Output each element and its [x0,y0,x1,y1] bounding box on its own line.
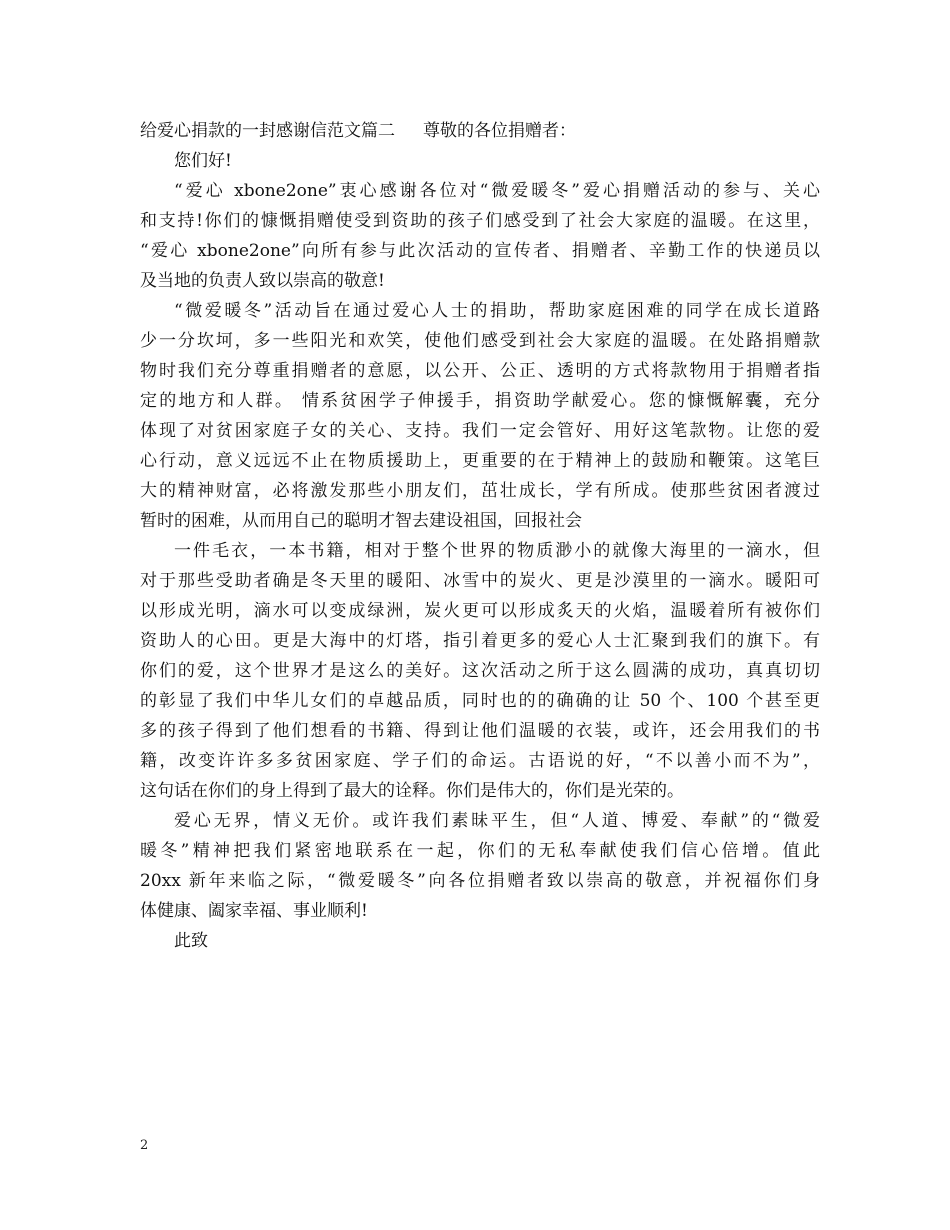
paragraph-line: 和支持!你们的慷慨捐赠使受到资助的孩子们感受到了社会大家庭的温暖。在这里， [140,211,820,231]
paragraph-line: 一件毛衣，一本书籍，相对于整个世界的物质渺小的就像大海里的一滴水，但 [174,541,820,561]
paragraph-line: 多的孩子得到了他们想看的书籍、得到让他们温暖的衣装，或许，还会用我们的书 [140,721,820,741]
paragraph-1 [140,176,820,296]
paragraph-line: “爱心 xbone2one”向所有参与此次活动的宣传者、捐赠者、辛勤工作的快递员以 [140,241,820,261]
paragraph-line: 体现了对贫困家庭子女的关心、支持。我们一定会管好、用好这笔款物。让您的爱 [140,421,820,441]
paragraph-line: 资助人的心田。更是大海中的灯塔，指引着更多的爱心人士汇聚到我们的旗下。有 [140,631,820,651]
paragraph-line: 这句话在你们的身上得到了最大的诠释。你们是伟大的，你们是光荣的。 [140,781,684,801]
paragraph-line: 及当地的负责人致以崇高的敬意! [140,271,385,291]
paragraph-line: 大的精神财富，必将激发那些小朋友们，茁壮成长，学有所成。使那些贫困者渡过 [140,481,820,501]
heading-line [140,116,820,146]
greeting: 您们好! [174,151,232,171]
salutation: 尊敬的各位捐赠者： [423,121,576,141]
paragraph-line: 心行动，意义远远不止在物质援助上，更重要的在于精神上的鼓励和鞭策。这笔巨 [140,451,820,471]
paragraph-line: “微爱暖冬”活动旨在通过爱心人士的捐助，帮助家庭困难的同学在成长道路 [174,301,820,321]
letter-body [140,116,820,956]
paragraph-line: 体健康、阖家幸福、事业顺利! [140,901,368,921]
paragraph-line: 你们的爱，这个世界才是这么的美好。这次活动之所于这么圆满的成功，真真切切 [140,661,820,681]
letter-heading: 给爱心捐款的一封感谢信范文篇二 [140,121,395,141]
paragraph-line: 爱心无界，情义无价。或许我们素昧平生，但“人道、博爱、奉献”的“微爱 [174,811,820,831]
page-number: 2 [140,1138,149,1153]
paragraph-line: 定的地方和人群。 情系贫困学子伸援手，捐资助学献爱心。您的慷慨解囊，充分 [140,391,820,411]
paragraph-line: 暖冬”精神把我们紧密地联系在一起，你们的无私奉献使我们信心倍增。值此 [140,841,820,861]
paragraph-line: 以形成光明，滴水可以变成绿洲，炭火更可以形成炙天的火焰，温暖着所有被你们 [140,601,820,621]
paragraph-3 [140,536,820,806]
paragraph-line: 20xx 新年来临之际，“微爱暖冬”向各位捐赠者致以崇高的敬意，并祝福你们身 [140,871,820,891]
paragraph-line: “爱心 xbone2one”衷心感谢各位对“微爱暖冬”爱心捐赠活动的参与、关心 [174,181,820,201]
paragraph-4 [140,806,820,926]
paragraph-line: 对于那些受助者确是冬天里的暖阳、冰雪中的炭火、更是沙漠里的一滴水。暖阳可 [140,571,820,591]
closing: 此致 [174,931,208,951]
paragraph-line: 的彰显了我们中华儿女们的卓越品质，同时也的的确确的让 50 个、100 个甚至更 [140,691,820,711]
paragraph-line: 籍，改变许许多多贫困家庭、学子们的命运。古语说的好，“不以善小而不为”， [140,751,820,771]
paragraph-line: 暂时的困难，从而用自己的聪明才智去建设祖国，回报社会 [140,511,582,531]
paragraph-2 [140,296,820,536]
paragraph-line: 少一分坎坷，多一些阳光和欢笑，使他们感受到社会大家庭的温暖。在处路捐赠款 [140,331,820,351]
paragraph-line: 物时我们充分尊重捐赠者的意愿，以公开、公正、透明的方式将款物用于捐赠者指 [140,361,820,381]
